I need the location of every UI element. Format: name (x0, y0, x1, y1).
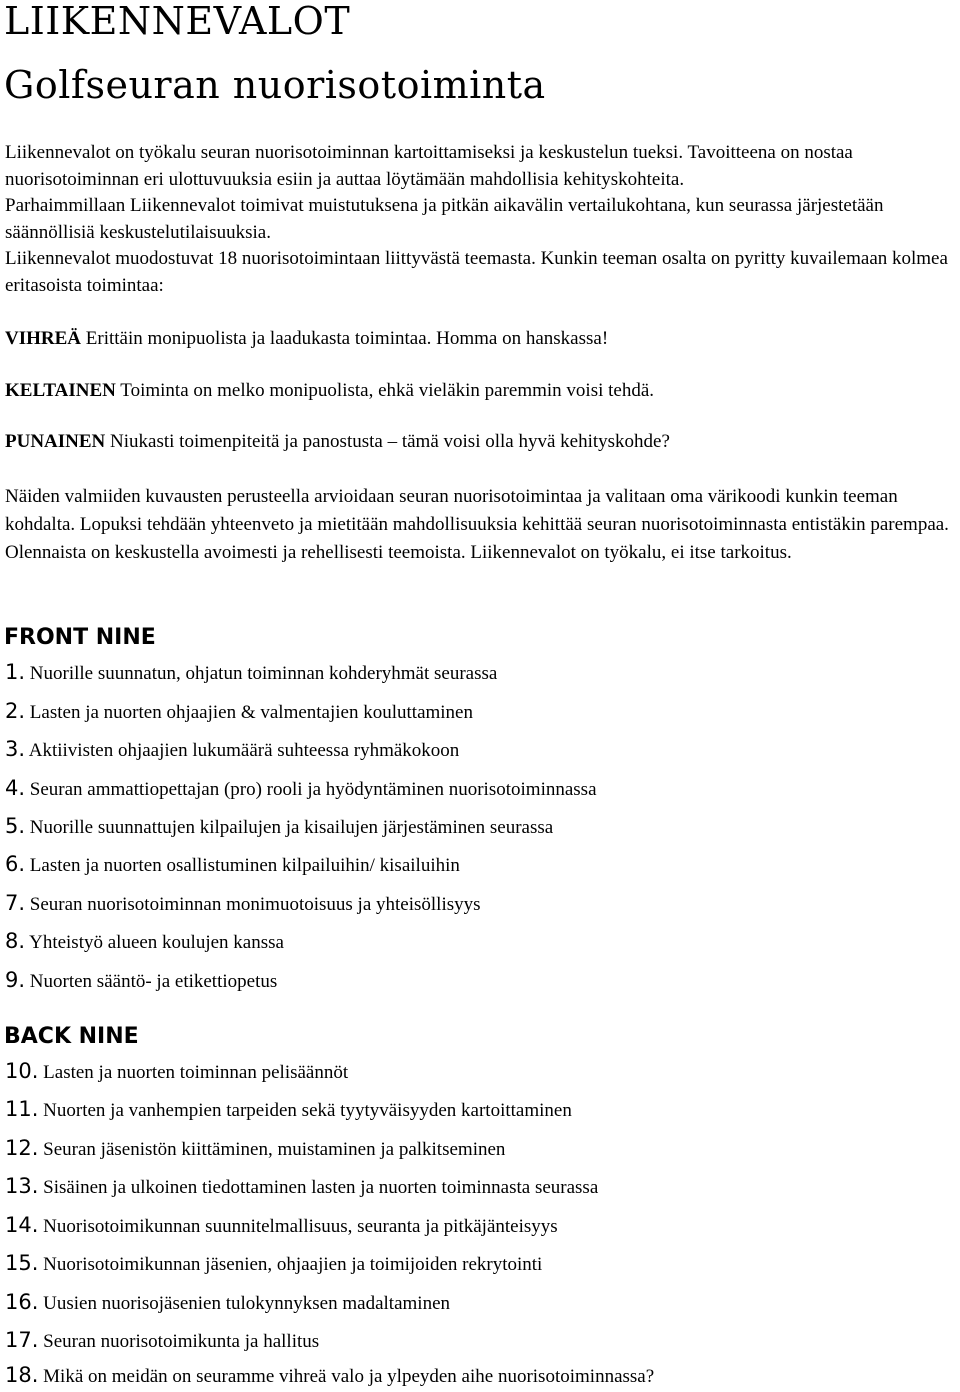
color-green-text: Erittäin monipuolista ja laadukasta toimintaa. Homma on hanskassa! (85, 328, 609, 349)
topic-number: 1. (5, 660, 26, 684)
topic-item (5, 1250, 542, 1278)
topic-item (5, 851, 460, 879)
topic-text: Nuorisotoimikunnan jäsenien, ohjaajien ja toimijoiden rekrytointi (43, 1254, 543, 1275)
document-subtitle: Golfseuran nuorisotoiminta (4, 63, 546, 107)
topic-text: Aktiivisten ohjaajien lukumäärä suhteessa ryhmäkokoon (28, 740, 460, 761)
topic-number: 13. (5, 1174, 39, 1198)
topic-text: Nuorten sääntö- ja etikettiopetus (29, 971, 278, 992)
topic-number: 12. (5, 1136, 39, 1160)
topic-text: Nuorille suunnattujen kilpailujen ja kisailujen järjestäminen seurassa (29, 817, 554, 838)
intro-paragraph: Liikennevalot muodostuvat 18 nuorisotoimintaan liittyvästä teemasta. Kunkin teeman osalta on pyritty kuvailemaan kolmea eritasoista toimintaa: (5, 248, 948, 296)
topic-text: Nuorille suunnatun, ohjatun toiminnan kohderyhmät seurassa (29, 663, 498, 684)
topic-text: Nuorisotoimikunnan suunnitelmallisuus, seuranta ja pitkäjänteisyys (43, 1216, 558, 1237)
topic-text: Yhteistyö alueen koulujen kanssa (29, 932, 284, 953)
topic-item (5, 1096, 572, 1124)
topic-text: Seuran jäsenistön kiittäminen, muistaminen ja palkitseminen (43, 1139, 506, 1160)
topic-item (5, 967, 277, 995)
topic-item (5, 1362, 654, 1390)
color-yellow-row (5, 378, 960, 404)
topic-item (5, 928, 284, 956)
topic-number: 17. (5, 1328, 39, 1352)
back-nine-heading: BACK NINE (4, 1024, 139, 1049)
topic-text: Nuorten ja vanhempien tarpeiden sekä tyytyväisyyden kartoittaminen (43, 1100, 572, 1121)
topic-item (5, 775, 597, 803)
topic-number: 3. (5, 737, 26, 761)
topic-item (5, 1173, 598, 1201)
color-yellow-text: Toiminta on melko monipuolista, ehkä vieläkin paremmin voisi tehdä. (120, 380, 655, 401)
topic-number: 18. (5, 1363, 39, 1387)
color-red-text: Niukasti toimenpiteitä ja panostusta – tämä voisi olla hyvä kehityskohde? (110, 431, 670, 452)
topic-item (5, 736, 459, 764)
topic-item (5, 1135, 505, 1163)
topic-number: 5. (5, 814, 26, 838)
topic-text: Lasten ja nuorten toiminnan pelisäännöt (43, 1062, 349, 1083)
color-red-row (5, 429, 960, 455)
topic-number: 6. (5, 852, 26, 876)
color-green-row (5, 326, 960, 352)
topic-item (5, 698, 473, 726)
topic-text: Seuran nuorisotoimikunta ja hallitus (43, 1331, 320, 1352)
document-title: LIIKENNEVALOT (4, 0, 351, 43)
topic-item (5, 890, 481, 918)
color-green-label: VIHREÄ (5, 328, 82, 349)
topic-number: 7. (5, 891, 26, 915)
topic-number: 2. (5, 699, 26, 723)
topic-item (5, 1289, 450, 1317)
front-nine-heading: FRONT NINE (4, 625, 156, 650)
topic-text: Seuran nuorisotoiminnan monimuotoisuus ja yhteisöllisyys (29, 894, 481, 915)
topic-number: 11. (5, 1097, 39, 1121)
topic-number: 8. (5, 929, 26, 953)
intro-paragraph: Liikennevalot on työkalu seuran nuorisotoiminnan kartoittamiseksi ja keskustelun tueksi. Tavoitteena on nostaa nuorisotoiminnan eri ulottuvuuksia esiin ja auttaa löytämään mahdollisia kehityskohteita. (5, 142, 853, 190)
topic-number: 16. (5, 1290, 39, 1314)
color-red-label: PUNAINEN (5, 431, 106, 452)
topic-text: Uusien nuorisojäsenien tulokynnyksen madaltaminen (43, 1293, 450, 1314)
topic-item (5, 1327, 319, 1355)
topic-text: Mikä on meidän on seuramme vihreä valo ja ylpeyden aihe nuorisotoiminnassa? (43, 1366, 655, 1387)
color-yellow-label: KELTAINEN (5, 380, 116, 401)
topic-number: 14. (5, 1213, 39, 1237)
topic-number: 15. (5, 1251, 39, 1275)
topic-item (5, 1212, 558, 1240)
topic-text: Lasten ja nuorten ohjaajien & valmentajien kouluttaminen (29, 702, 473, 723)
intro-text (5, 140, 960, 299)
intro-paragraph: Parhaimmillaan Liikennevalot toimivat muistutuksena ja pitkän aikavälin vertailukohtana, kun seurassa järjestetään säännöllisiä keskustelutilaisuuksia. (5, 195, 884, 243)
topic-number: 9. (5, 968, 26, 992)
topic-number: 4. (5, 776, 26, 800)
topic-number: 10. (5, 1059, 39, 1083)
topic-text: Sisäinen ja ulkoinen tiedottaminen lasten ja nuorten toiminnasta seurassa (43, 1177, 599, 1198)
topic-item (5, 813, 553, 841)
outro-paragraph: Näiden valmiiden kuvausten perusteella arvioidaan seuran nuorisotoimintaa ja valitaan oma värikoodi kunkin teeman kohdalta. Lopuksi tehdään yhteenveto ja mietitään mahdollisuuksia kehittää seuran nuorisotoiminnasta entistäkin parempaa. Olennaista on keskustella avoimesti ja rehellisesti teemoista. Liikennevalot on työkalu, ei itse tarkoitus. (5, 486, 949, 563)
topic-item (5, 1058, 348, 1086)
topic-text: Seuran ammattiopettajan (pro) rooli ja hyödyntäminen nuorisotoiminnassa (29, 779, 597, 800)
topic-item (5, 659, 497, 687)
topic-text: Lasten ja nuorten osallistuminen kilpailuihin/ kisailuihin (29, 855, 460, 876)
